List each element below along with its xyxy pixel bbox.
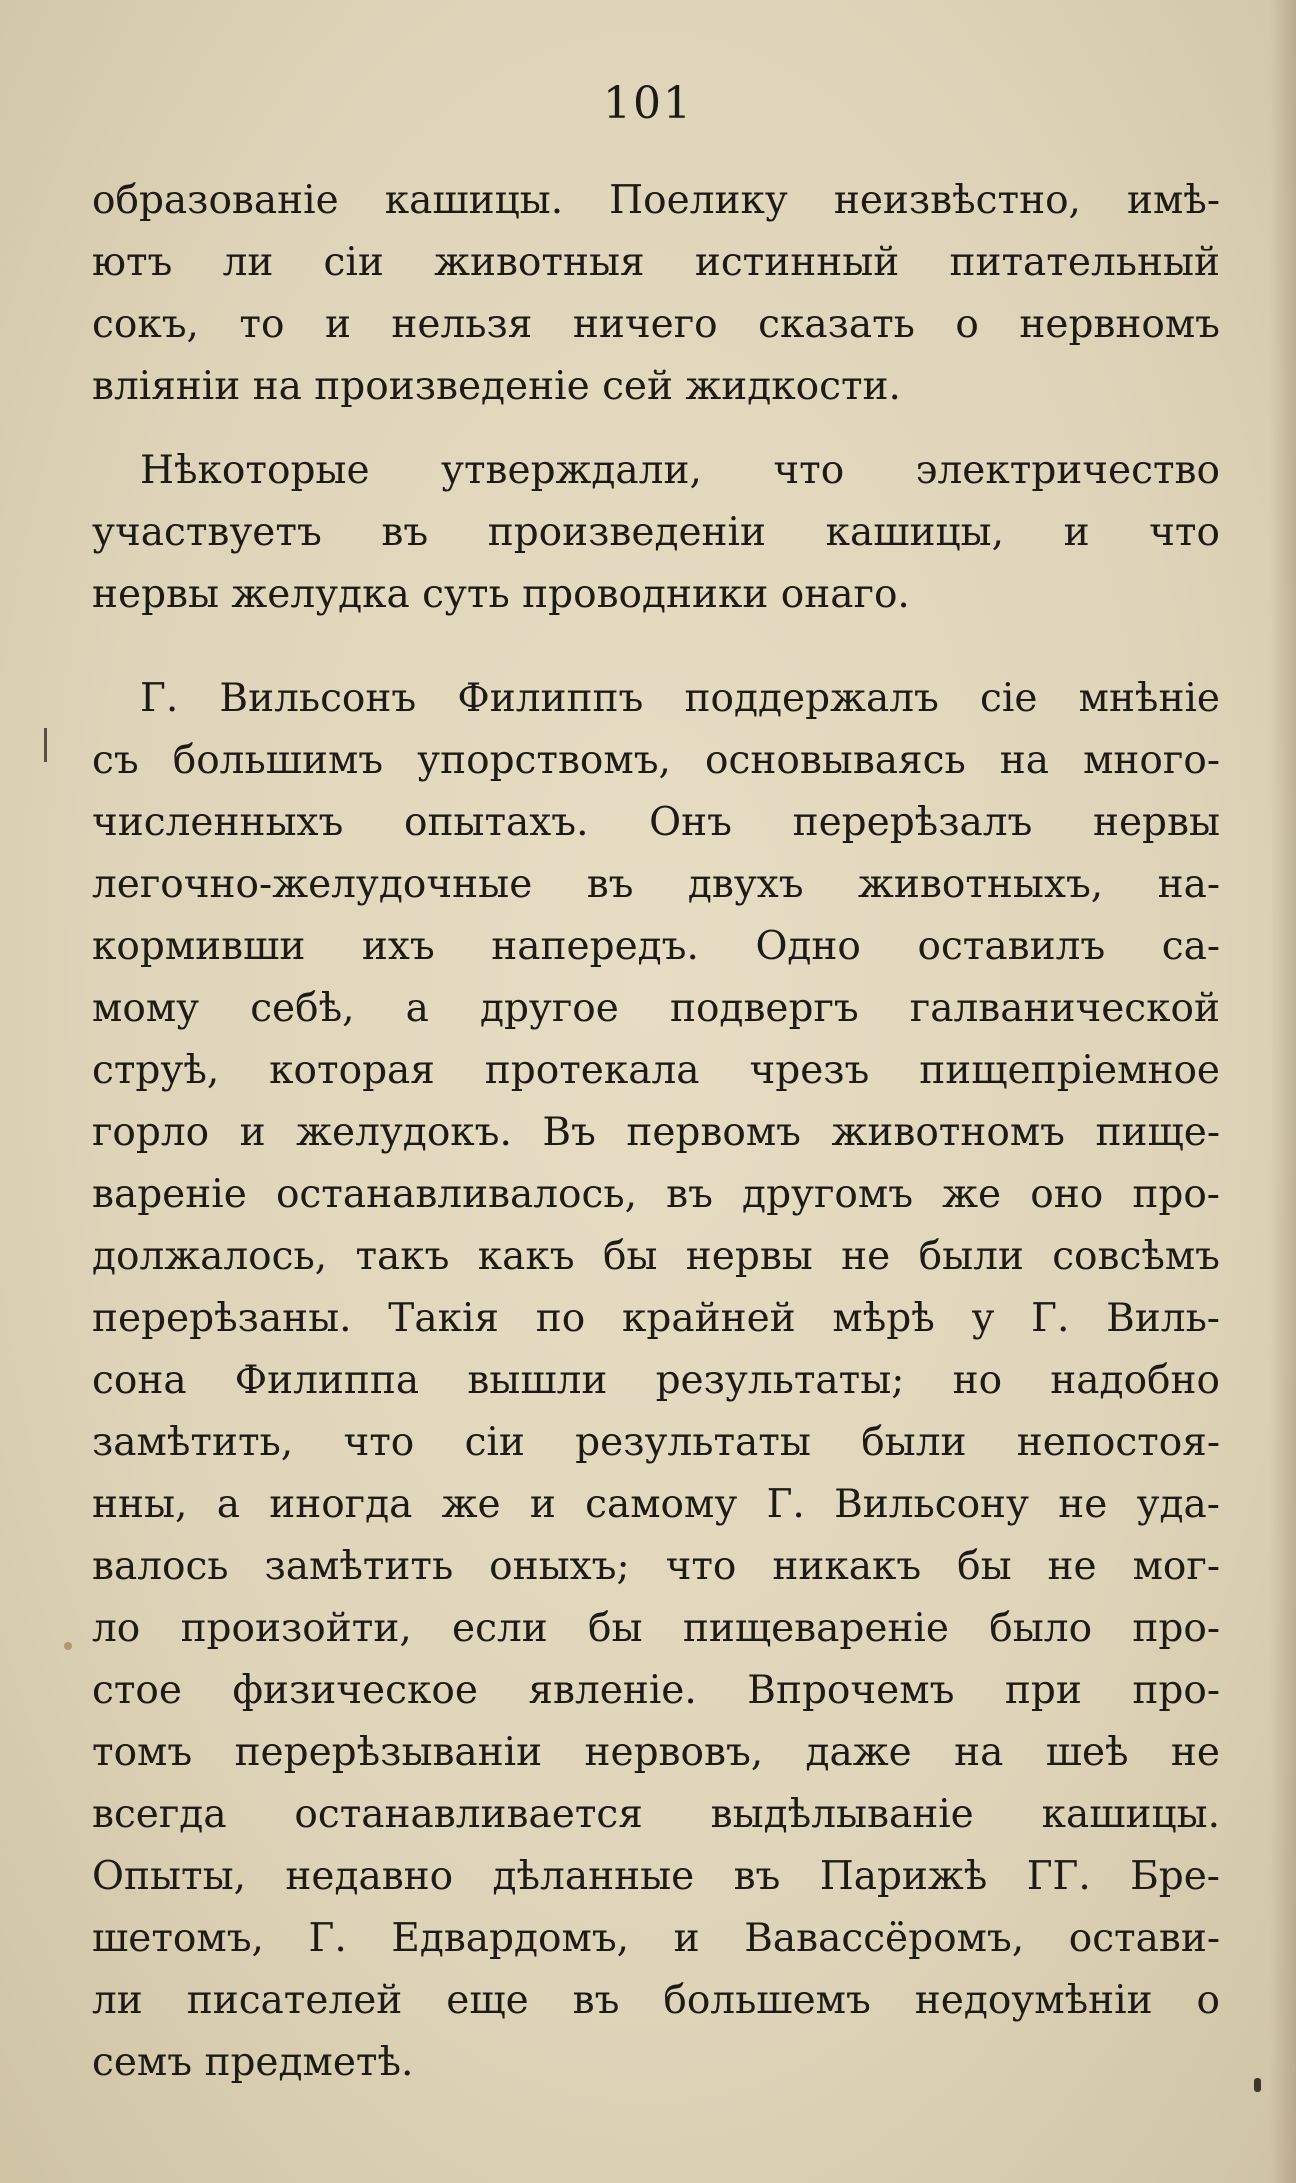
text-line: томъ перерѣзываніи нервовъ, даже на шеѣ не [92,1730,1220,1775]
text-line: струѣ, которая протекала чрезъ пищепріемное [92,1048,1220,1093]
text-line: Нѣкоторые утверждали, что электричество [140,448,1220,493]
text-line: съ большимъ упорствомъ, основываясь на много- [92,738,1220,783]
text-line: Г. Вильсонъ Филиппъ поддержалъ сіе мнѣніе [140,676,1220,721]
margin-mark [44,728,47,762]
paragraph-1 [92,170,1220,418]
text-line: мому себѣ, а другое подвергъ галванической [92,986,1220,1031]
paragraph-2 [92,440,1220,626]
text-line: семъ предметѣ. [92,2040,414,2085]
text-line: валось замѣтить оныхъ; что никакъ бы не мог- [92,1544,1220,1589]
paragraph-3 [92,668,1220,2094]
text-line: кормивши ихъ напередъ. Одно оставилъ са- [92,924,1220,969]
text-line: вареніе останавливалось, въ другомъ же оно про- [92,1172,1220,1217]
text-line: перерѣзаны. Такія по крайней мѣрѣ у Г. Виль- [92,1296,1220,1341]
text-line: сона Филиппа вышли результаты; но надобно [92,1358,1220,1403]
text-line: стое физическое явленіе. Впрочемъ при про- [92,1668,1220,1713]
text-line: ли писателей еще въ большемъ недоумѣніи о [92,1978,1220,2023]
text-line: нны, а иногда же и самому Г. Вильсону не уда- [92,1482,1220,1527]
text-line: нервы желудка суть проводники онаго. [92,572,910,617]
text-line: сокъ, то и нельзя ничего сказать о нервномъ [92,302,1220,347]
paper-spot [64,1642,72,1650]
text-line: ло произойти, если бы пищевареніе было про- [92,1606,1220,1651]
page-edge-shadow [1270,0,1296,2183]
text-line: должалось, такъ какъ бы нервы не были совсѣмъ [92,1234,1220,1279]
text-line: замѣтить, что сіи результаты были непостоя- [92,1420,1220,1465]
page-number: 101 [603,78,693,129]
text-line: численныхъ опытахъ. Онъ перерѣзалъ нервы [92,800,1220,845]
text-line: легочно-желудочные въ двухъ животныхъ, на- [92,862,1220,907]
stray-ink-mark [1254,2078,1261,2092]
text-line: образованіе кашицы. Поелику неизвѣстно, имѣ- [92,178,1220,223]
text-line: участвуетъ въ произведеніи кашицы, и что [92,510,1220,555]
text-line: Опыты, недавно дѣланные въ Парижѣ ГГ. Бре- [92,1854,1220,1899]
text-line: вліяніи на произведеніе сей жидкости. [92,364,901,409]
text-line: всегда останавливается выдѣлываніе кашицы. [92,1792,1220,1837]
text-line: шетомъ, Г. Едвардомъ, и Вавассёромъ, остави- [92,1916,1220,1961]
text-line: горло и желудокъ. Въ первомъ животномъ пище- [92,1110,1220,1155]
text-line: ютъ ли сіи животныя истинный питательный [92,240,1220,285]
